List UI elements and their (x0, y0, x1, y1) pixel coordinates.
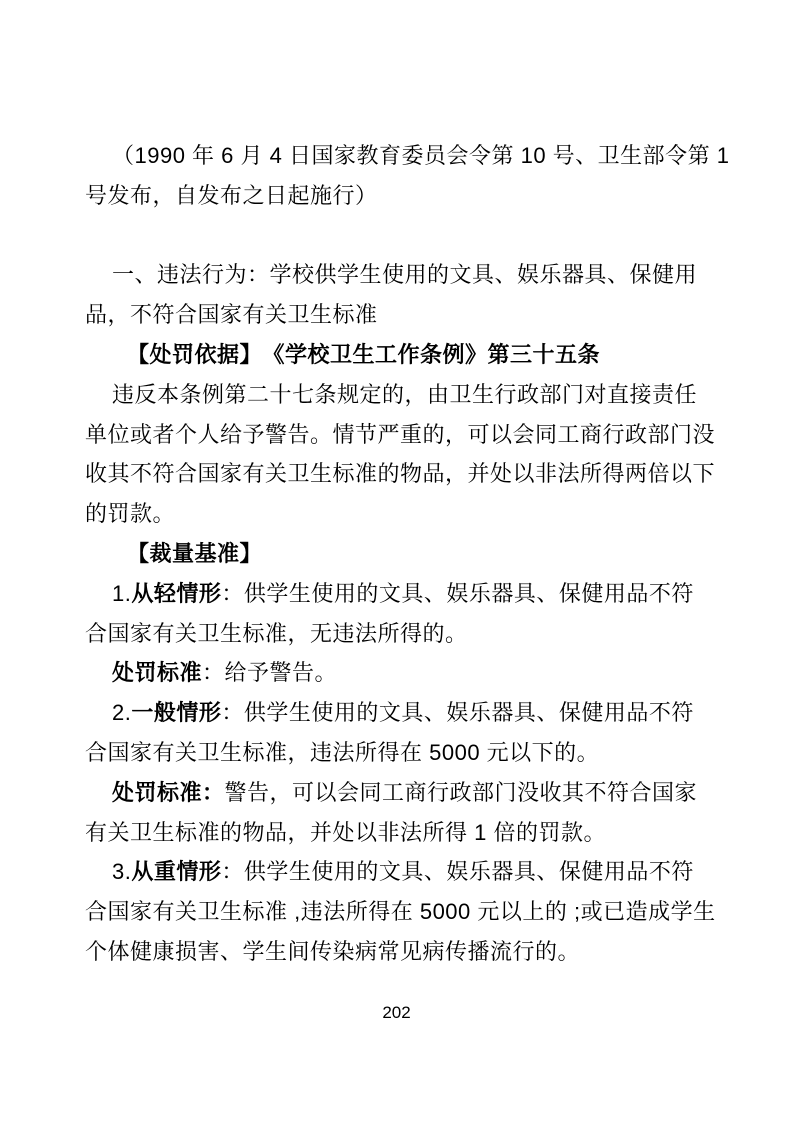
text-run: 号发布，自发布之日起施行） (85, 182, 378, 208)
paragraph-violation (85, 255, 698, 335)
page-number: 202 (382, 1003, 411, 1022)
text-run: ：供学生使用的文具、娱乐器具、保健用品不符 (221, 700, 694, 726)
text-line (85, 295, 690, 335)
text-line (85, 534, 690, 574)
paragraph-penalty-standard-2 (85, 773, 698, 853)
text-run: 警告，可以会同工商行政部门没收其不符合国家 (224, 779, 698, 805)
paragraph-penalty-standard-1 (85, 653, 690, 693)
text-line (85, 693, 694, 733)
text-run: 3. (112, 859, 132, 885)
text-run: 合国家有关卫生标准，无违法所得的。 (85, 620, 468, 646)
text-run: 品，不符合国家有关卫生标准 (85, 302, 378, 328)
text-run: ：供学生使用的文具、娱乐器具、保健用品不符 (221, 580, 694, 606)
paragraph-provision (85, 375, 716, 534)
text-line (85, 454, 716, 494)
text-run: 的罚款。 (85, 501, 176, 527)
text-line (85, 932, 690, 972)
text-run: 违反本条例第二十七条规定的，由卫生行政部门对直接责任 (112, 381, 698, 407)
text-line (85, 653, 690, 693)
text-line (85, 892, 716, 932)
bold-text-run (251, 342, 274, 367)
paragraph-issuance (85, 136, 730, 216)
paragraph-benchmark-heading (85, 534, 690, 574)
text-run: 合国家有关卫生标准 ,违法所得在 5000 元以上的 ;或已造成学生 (85, 899, 716, 925)
paragraph-benchmark-item-2 (85, 693, 694, 773)
text-run: 1. (112, 580, 132, 606)
text-run: 有关卫生标准的物品，并处以非法所得 1 倍的罚款。 (85, 819, 606, 845)
text-run: 合国家有关卫生标准，违法所得在 5000 元以下的。 (85, 739, 600, 765)
text-line (85, 136, 730, 176)
text-line (85, 852, 694, 892)
text-run: 单位或者个人给予警告。情节严重的，可以会同工商行政部门没 (85, 421, 716, 447)
text-run: 2. (112, 700, 132, 726)
text-run: ：给予警告。 (202, 660, 338, 686)
text-line (85, 773, 698, 813)
text-run: （1990 年 6 月 4 日国家教育委员会令第 10 号、卫生部令第 1 (112, 143, 730, 168)
text-run: ：供学生使用的文具、娱乐器具、保健用品不符 (221, 859, 694, 885)
text-line (85, 733, 690, 773)
text-line (85, 255, 698, 295)
bold-text-run: 一般情形 (131, 700, 222, 726)
text-line (85, 494, 690, 534)
text-line (85, 335, 690, 375)
bold-text-run: 处罚标准： (112, 779, 225, 805)
text-run: 收其不符合国家有关卫生标准的物品，并处以非法所得两倍以下 (85, 461, 716, 487)
text-run: 个体健康损害、学生间传染病常见病传播流行的。 (85, 938, 581, 964)
text-line (85, 813, 690, 853)
text-line (85, 574, 694, 614)
bold-text-run: 《学校卫生工作条例》第三十五条 (273, 341, 601, 367)
bold-text-run: 【处罚依据】 (127, 341, 252, 367)
text-line (85, 375, 698, 415)
paragraph-benchmark-item-1 (85, 574, 694, 654)
bold-text-run: 从重情形 (131, 859, 222, 885)
text-line (85, 415, 716, 455)
bold-text-run: 处罚标准 (112, 660, 203, 686)
text-line (85, 614, 690, 654)
document-body (85, 136, 730, 972)
bold-text-run: 【裁量基准】 (127, 540, 263, 566)
paragraph-benchmark-item-3 (85, 852, 716, 971)
paragraph-penalty-basis (85, 335, 690, 375)
bold-text-run: 从轻情形 (131, 580, 222, 606)
text-run: 一、违法行为：学校供学生使用的文具、娱乐器具、保健用 (112, 262, 698, 288)
text-line (85, 176, 690, 216)
